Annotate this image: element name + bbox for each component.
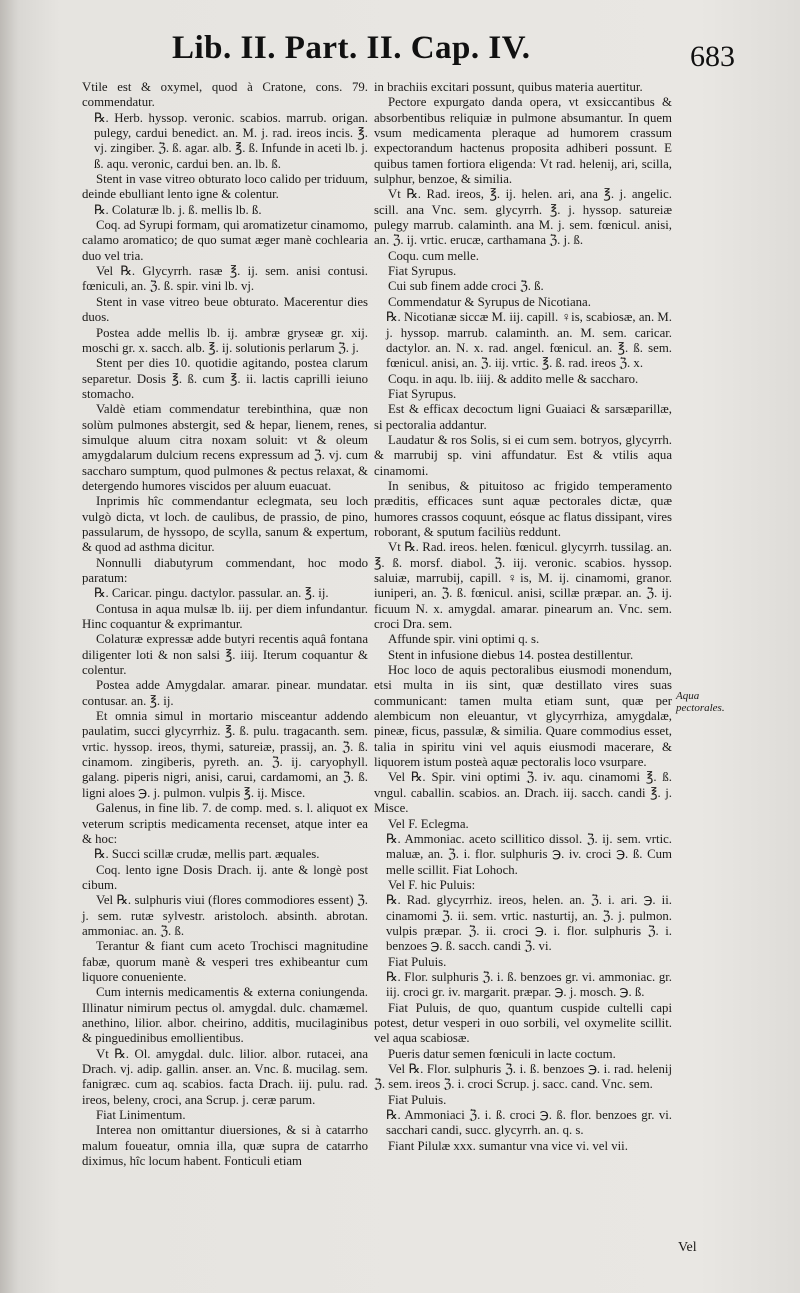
recipe: Vt ℞. Rad. ireos, ℥. ij. helen. ari, ana ℥. j. angelic. scill. ana Vnc. sem. glycyrrh. ℥. j. hyssop. satureiæ pulegy marrub. calaminth. ana M. j. sem. fœnicul. anisi, an. ℨ. ij. vrtic. erucæ, carthamana ℨ. j. ß. [374,187,672,248]
margin-note: Aqua pectorales. [676,690,725,714]
paragraph: Coqu. in aqu. lb. iiij. & addito melle & saccharo. [388,371,639,386]
paragraph: Terantur & fiant cum aceto Trochisci magnitudine fabæ, quorum manè & vesperi tres exhibeantur cum liquore conueniente. [82,939,368,984]
paragraph: in brachiis excitari possunt, quibus materia auertitur. [374,80,643,94]
paragraph: Hoc loco de aquis pectoralibus eiusmodi monendum, etsi multa in iis sint, quæ destillato vires suas communicant: tamen multa etiam sunt, quæ per alembicum non eleuantur, vt glycyrrhiza, amygdalæ, pineæ, ficus, passulæ, & similia. Quare commodius esset, talia in spiritu vini vel aquis eiusmodi macerare, & liquorem istum posteà aquæ pectoralis loco vsurpare. [374,663,672,770]
paragraph: Valdè etiam commendatur terebinthina, quæ non solùm pulmones abstergit, sed & hepar, lienem, renes, simulque aluum citra noxam soluit: vt & oleum amygdalarum dulcium recens expressum ad ℨ. vj. cum saccharo sumptum, quod pulmones & pectus relaxat, & detergendo humores viscidos per aluum euacuat. [82,402,368,493]
paragraph: Postea adde Amygdalar. amarar. pinear. mundatar. contusar. an. ℥. ij. [82,678,368,708]
recipe: ℞. Rad. glycyrrhiz. ireos, helen. an. ℨ. i. ari. ℈. ii. cinamomi ℨ. ii. sem. vrtic. nasturtij, an. ℨ. j. pulmon. vulpis præpar. ℨ. ii. croci ℈. i. flor. sulphuris ℨ. i. benzoes ℈. ß. sacch. candi ℨ. vi. [386,893,672,954]
recipe: Vt ℞. Ol. amygdal. dulc. lilior. albor. rutacei, ana Drach. vj. adip. gallin. anser. an. Vnc. ß. mucilag. sem. fanigræc. cum aq. scabios. facta Drach. iij. pulu. rad. ireos, beleny, croci, ana Scrup. j. ceræ parum. [82,1046,368,1107]
right-column [374,80,672,1154]
paragraph: Fiat Linimentum. [96,1108,186,1123]
paragraph: Contusa in aqua mulsæ lb. iij. per diem infundantur. Hinc coquantur & exprimantur. [82,601,368,632]
paragraph: Inprimis hîc commendantur eclegmata, seu loch vulgò dicta, vt loch. de caulibus, de prassio, de pino, passularum, de hyssopo, de scylla, sanum & expertum, & quod ad asthma dicitur. [82,494,368,555]
page-number: 683 [690,40,735,73]
recipe: ℞. Nicotianæ siccæ M. iij. capill. ♀is, scabiosæ, an. M. j. hyssop. marrub. calaminth. an. M. sem. caricar. dactylor. an. N. x. rad. angel. fœnicul. an. ℥. ß. sem. fœnicul. anisi, an. ℨ. iij. vrtic. ℥. ß. rad. ireos ℨ. x. [386,310,672,371]
paragraph: Colaturæ expressæ adde butyri recentis aquâ fontana diligenter loti & non salsi ℥. iiij. Iterum coquantur & colentur. [82,632,368,678]
recipe: ℞. Colaturæ lb. j. ß. mellis lb. ß. [94,202,262,217]
recipe: Vel ℞. Spir. vini optimi ℨ. iv. aqu. cinamomi ℥. ß. vngul. caballin. scabios. an. Drach. iij. sacch. candi ℥. j. Misce. [374,770,672,816]
paragraph: Stent per dies 10. quotidie agitando, postea clarum separetur. Dosis ℥. ß. cum ℥. ii. lactis caprilli ieiuno stomacho. [82,356,368,401]
recipe: ℞. Herb. hyssop. veronic. scabios. marrub. origan. pulegy, cardui benedict. an. M. j. rad. ireos incis. ℥. vj. zingiber. ℨ. ß. agar. alb. ℥. ß. Infunde in aceti lb. j. ß. aqu. veronic, cardui ben. an. lb. ß. [94,110,368,171]
paragraph: Stent in infusione diebus 14. postea destillentur. [388,647,634,662]
running-head: Lib. II. Part. II. Cap. IV. [172,30,531,66]
paragraph: Coq. lento igne Dosis Drach. ij. ante & longè post cibum. [82,862,368,892]
paragraph: Fiant Pilulæ xxx. sumantur vna vice vi. vel vii. [388,1138,628,1153]
paragraph: Cum internis medicamentis & externa coniungenda. Illinatur nimirum pectus ol. amygdal. dulc. chamæmel. anethino, lilior. albor. cheirino, additis, mucilaginibus & pinguedinibus emollientibus. [82,985,368,1046]
paragraph: Interea non omittantur diuersiones, & si à catarrho malum foueatur, omnia illa, quæ supra de catarrho diximus, hîc locum habent. Fonticuli etiam [82,1123,368,1169]
paragraph: Affunde spir. vini optimi q. s. [388,632,540,647]
paragraph: Nonnulli diabutyrum commendant, hoc modo paratum: [82,555,368,585]
catchword: Vel [678,1240,697,1255]
recipe: ℞. Ammoniaci ℨ. i. ß. croci ℈. ß. flor. benzoes gr. vi. sacchari candi, succ. glycyrrh. an. q. s. [386,1108,672,1138]
paragraph: Fiat Syrupus. [388,264,457,279]
paragraph: Fiat Puluis. [388,1092,447,1107]
paragraph: Est & efficax decoctum ligni Guaiaci & sarsæparillæ, si pectoralia addantur. [374,402,672,432]
recipe: ℞. Caricar. pingu. dactylor. passular. an. ℥. ij. [94,586,329,601]
left-column [82,80,368,1169]
paragraph: Vtile est & oxymel, quod à Cratone, cons. 79. commendatur. [82,80,368,110]
recipe: ℞. Succi scillæ crudæ, mellis part. æquales. [94,847,320,862]
recipe: Vel ℞. Flor. sulphuris ℨ. i. ß. benzoes ℈. i. rad. helenij ℨ. sem. ireos ℨ. i. croci Scrup. j. sacc. cand. Vnc. sem. [374,1062,672,1092]
paragraph: Pectore expurgato danda opera, vt exsiccantibus & absorbentibus reliquiæ in pulmone absumantur. In quem vsum medicamenta pleraque ad humorem crassum expectorandum hactenus proposita adhiberi possunt. E quibus tamen fortiora eligenda: Vt rad. helenij, ari, scilla, sulphur, benzoe, & similia. [374,95,672,187]
paragraph: Cui sub finem adde croci ℨ. ß. [388,279,544,294]
paragraph: Vel F. Eclegma. [388,816,469,831]
paragraph: Stent in vase vitreo obturato loco calido per triduum, deinde ebulliant lento igne & colentur. [82,172,368,202]
recipe: ℞. Flor. sulphuris ℨ. i. ß. benzoes gr. vi. ammoniac. gr. iij. croci gr. iv. margarit. præpar. ℈. j. mosch. ℈. ß. [386,969,672,1000]
paragraph: Galenus, in fine lib. 7. de comp. med. s. l. aliquot ex veterum scriptis medicamenta recenset, atque inter ea & hoc: [82,801,368,846]
recipe: Vel ℞. sulphuris viui (flores commodiores essent) ℨ. j. sem. rutæ sylvestr. aristoloch. absinth. abrotan. ammoniac. an. ℨ. ß. [82,893,368,938]
paragraph: Et omnia simul in mortario misceantur addendo paulatim, succi glycyrrhiz. ℥. ß. pulu. tragacanth. sem. vrtic. hyssop. ireos, thymi, satureiæ, prassij, an. ℨ. ß. cinamom. zingiberis, pyreth. an. ℨ. ij. caryophyll. galang. piperis nigri, anisi, carui, cardamomi, an ℨ. ß. ligni aloes ℈. j. pulmon. vulpis ℥. ij. Misce. [82,709,368,800]
paragraph: Commendatur & Syrupus de Nicotiana. [388,294,591,309]
paragraph: Postea adde mellis lb. ij. ambræ gryseæ gr. xij. moschi gr. x. sacch. alb. ℥. ij. solutionis perlarum ℨ. j. [82,325,368,355]
paragraph: Fiat Puluis. [388,954,447,969]
paragraph: Stent in vase vitreo beue obturato. Macerentur dies duos. [82,294,368,325]
paragraph: Fiat Syrupus. [388,386,457,401]
paragraph: Coq. ad Syrupi formam, qui aromatizetur cinamomo, calamo aromatico; de quo sumat æger manè cochlearia duo vel tria. [82,218,368,263]
paragraph: Pueris datur semen fœniculi in lacte coctum. [388,1046,616,1061]
recipe: ℞. Ammoniac. aceto scillitico dissol. ℨ. ij. sem. vrtic. maluæ, an. ℨ. i. flor. sulphuris ℈. iv. croci ℈. ß. Cum melle scillit. Fiat Lohoch. [386,831,672,877]
recipe: Vel ℞. Glycyrrh. rasæ ℥. ij. sem. anisi contusi. fœniculi, an. ℨ. ß. spir. vini lb. vj. [82,264,368,294]
paragraph: Fiat Puluis, de quo, quantum cuspide cultelli capi potest, detur vesperi in ouo sorbili, vel oxymelite scillit. vel aqua scabiosæ. [374,1000,672,1046]
paragraph: Coqu. cum melle. [388,248,479,263]
paragraph: Laudatur & ros Solis, si ei cum sem. botryos, glycyrrh. & marrubij sp. vini affundatur. Est & vtilis aqua cinamomi. [374,432,672,478]
recipe: Vt ℞. Rad. ireos. helen. fœnicul. glycyrrh. tussilag. an. ℥. ß. morsf. diabol. ℨ. iij. veronic. scabios. hyssop. saluiæ, marrubij, capill. ♀is, M. ij. cinamomi, granor. iuniperi, an. ℨ. ß. fœnicul. anisi, scillæ præpar. an. ℨ. ij. ficuum N. x. amygdal. amarar. pinearum an. Vnc. sem. croci Dra. sem. [374,540,672,632]
paragraph: Vel F. hic Puluis: [388,877,476,892]
paragraph: In senibus, & pituitoso ac frigido temperamento præditis, efficaces sunt aquæ pectorales dictæ, quæ humores crassos coquunt, eósque ac flatus dissipant, vires roborant, & sputum faciliùs reddunt. [374,478,672,539]
